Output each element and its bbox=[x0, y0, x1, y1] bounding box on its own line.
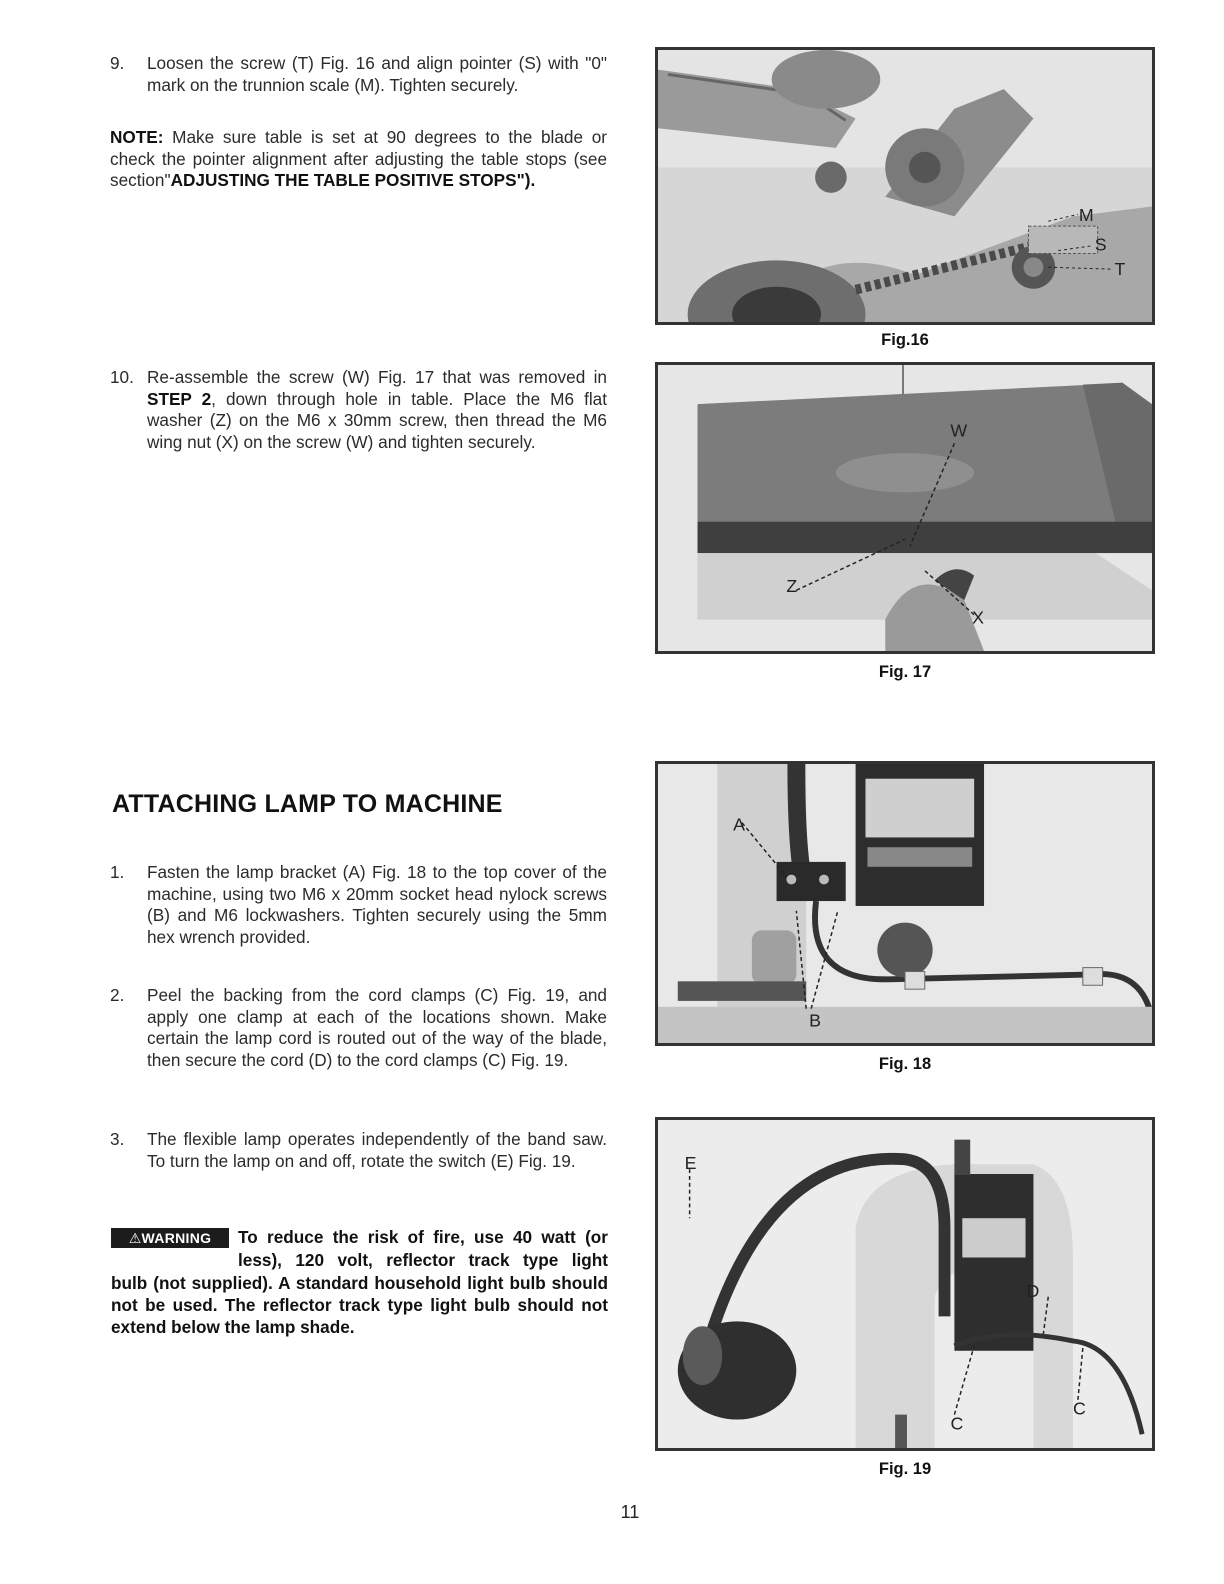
warning-text: bulb (not supplied). A standard household light bulb should not be used. The reflector track type light bulb should not extend below the lamp shade. bbox=[111, 1273, 608, 1337]
lamp-step-1 bbox=[110, 862, 607, 948]
step-text: Peel the backing from the cord clamps (C) Fig. 19, and apply one clamp at each of the locations shown. Make certain the lamp cord is routed out of the way of the blade, then secure the cord (D) to the cord clamps (C) Fig. 19. bbox=[147, 985, 607, 1070]
label-e: E bbox=[684, 1153, 697, 1174]
step-ref: STEP 2 bbox=[147, 388, 212, 409]
figure-19-photo bbox=[655, 1117, 1155, 1451]
figure-17-photo bbox=[655, 362, 1155, 654]
label-b: B bbox=[809, 1010, 822, 1031]
label-c-right: C bbox=[1072, 1398, 1086, 1419]
figure-16-caption: Fig.16 bbox=[881, 331, 929, 349]
note-text: Make sure table is set at 90 degrees to the blade or check the pointer alignment after adjusting the table stops (see section" bbox=[110, 127, 607, 191]
section-heading: ATTACHING LAMP TO MACHINE bbox=[112, 790, 503, 818]
warning-badge: ⚠WARNING bbox=[111, 1228, 229, 1248]
note-section-ref: ADJUSTING THE TABLE POSITIVE STOPS"). bbox=[170, 170, 536, 191]
lamp-step-3 bbox=[110, 1129, 607, 1172]
figure-18-caption: Fig. 18 bbox=[878, 1055, 932, 1073]
step-text: Re-assemble the screw (W) Fig. 17 that was removed in bbox=[147, 367, 607, 387]
label-z: Z bbox=[786, 576, 798, 597]
figure-19-caption: Fig. 19 bbox=[878, 1460, 932, 1478]
step-text-cont: , down through hole in table. Place the M6 flat washer (Z) on the M6 x 30mm screw, then thread the M6 wing nut (X) on the screw (W) and tighten securely. bbox=[147, 388, 607, 452]
figure-18-photo bbox=[655, 761, 1155, 1046]
step-10 bbox=[110, 367, 607, 453]
label-s: S bbox=[1094, 234, 1107, 255]
warning-line-1: To reduce the risk of fire, use 40 watt (or bbox=[238, 1227, 608, 1247]
label-d: D bbox=[1026, 1280, 1040, 1301]
step-text: Loosen the screw (T) Fig. 16 and align pointer (S) with "0" mark on the trunnion scale (M). Tighten securely. bbox=[147, 53, 607, 95]
step-number: 9. bbox=[110, 53, 125, 73]
figure-16-photo bbox=[655, 47, 1155, 325]
lamp-step-2 bbox=[110, 985, 607, 1071]
label-w: W bbox=[950, 420, 968, 441]
label-t: T bbox=[1114, 259, 1126, 280]
step-text: The flexible lamp operates independently of the band saw. To turn the lamp on and off, rotate the switch (E) Fig. 19. bbox=[147, 1129, 607, 1171]
label-a: A bbox=[733, 814, 745, 835]
note-label: NOTE: bbox=[110, 127, 164, 147]
step-number: 3. bbox=[110, 1129, 125, 1149]
label-c-left: C bbox=[950, 1413, 964, 1434]
figure-17-caption: Fig. 17 bbox=[878, 663, 932, 681]
step-number: 10. bbox=[110, 367, 134, 387]
step-text: Fasten the lamp bracket (A) Fig. 18 to the top cover of the machine, using two M6 x 20mm socket head nylock screws (B) and M6 lockwashers. Tighten securely using the 5mm hex wrench provided. bbox=[147, 862, 607, 947]
label-x: X bbox=[972, 607, 985, 628]
step-9 bbox=[110, 53, 607, 96]
warning-line-2: less), 120 volt, reflector track type light bbox=[238, 1250, 608, 1270]
label-m: M bbox=[1078, 205, 1094, 226]
page-number: 11 bbox=[620, 1502, 640, 1522]
step-number: 2. bbox=[110, 985, 125, 1005]
note-paragraph bbox=[110, 127, 607, 192]
step-number: 1. bbox=[110, 862, 125, 882]
